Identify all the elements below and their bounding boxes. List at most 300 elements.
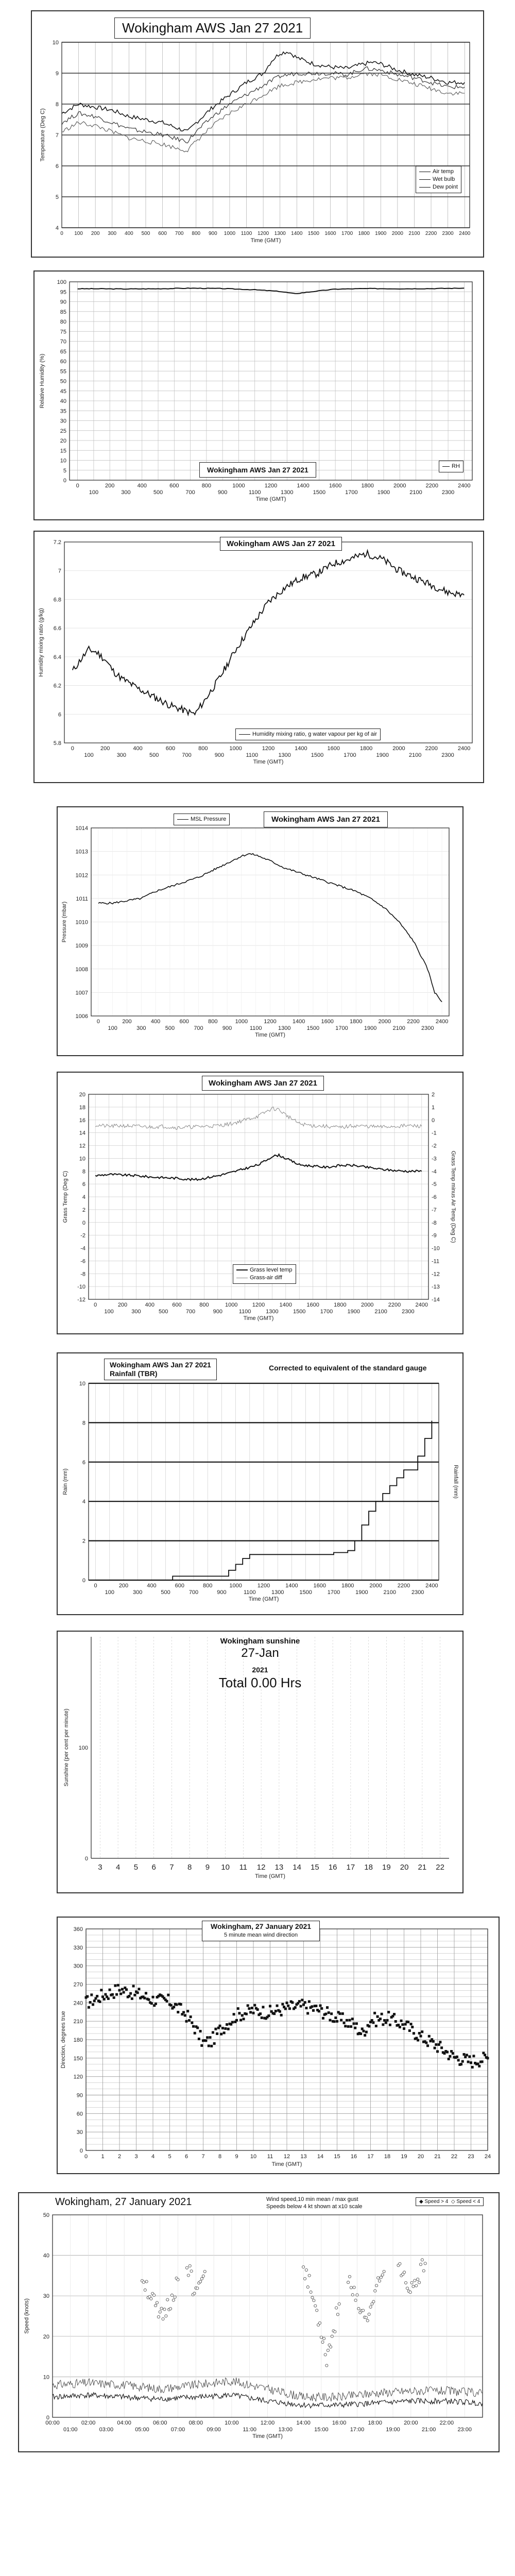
- sunshine-date: 27-Jan: [241, 1646, 279, 1660]
- temp-xtick-label: 600: [158, 231, 167, 236]
- rain-xtick-label: 800: [203, 1583, 213, 1589]
- rh-xtick-label: 2100: [409, 489, 422, 496]
- windspeed-xtick-label: 19:00: [386, 2427, 400, 2433]
- rh-ytick-label: 75: [60, 329, 66, 335]
- winddir-point: [471, 2066, 474, 2069]
- rh-ytick-label: 100: [57, 279, 66, 285]
- winddir-point: [200, 2044, 203, 2047]
- rh-ytick-label: 25: [60, 428, 66, 434]
- rh-xtick-label: 2000: [393, 483, 406, 489]
- sun-y-axis-title: Sunshine (per cent per minute): [63, 1708, 70, 1787]
- windspeed-xtick-label: 22:00: [439, 2420, 454, 2426]
- grass-xtick-label: 400: [145, 1302, 154, 1308]
- rainfall-chart: [58, 1353, 462, 1614]
- winddir-point: [88, 2006, 90, 2009]
- windspeed-x10-point: [330, 2346, 332, 2348]
- temp-xtick-label: 500: [141, 231, 150, 236]
- rain-xtick-label: 2400: [425, 1583, 438, 1589]
- rh-xtick-label: 700: [185, 489, 195, 496]
- temp-xtick-label: 1400: [291, 231, 303, 236]
- winddir-point: [436, 2050, 439, 2053]
- hmr-xtick-label: 700: [182, 752, 192, 758]
- grass-y2tick-label: -9: [432, 1232, 437, 1239]
- windspeed-xtick-label: 13:00: [278, 2427, 293, 2433]
- winddir-point: [373, 2012, 376, 2014]
- rh-ytick-label: 30: [60, 418, 66, 425]
- winddir-point: [113, 1996, 115, 1999]
- hmr-xtick-label: 400: [133, 745, 143, 752]
- hmr-y-axis-title: Humidity mixing ratio (g/kg): [38, 608, 44, 677]
- rh-ytick-label: 15: [60, 448, 66, 454]
- winddir-point: [107, 1997, 110, 2000]
- temp-x-axis-title: Time (GMT): [250, 238, 281, 244]
- winddir-point: [452, 2052, 454, 2055]
- windspeed-x10-point: [336, 2313, 339, 2316]
- windspeed-x10-point: [422, 2269, 425, 2272]
- pressure-xtick-label: 700: [194, 1025, 203, 1031]
- wind-direction-chart-panel: [57, 1917, 500, 2174]
- grass-xtick-label: 500: [159, 1309, 168, 1315]
- winddir-point: [319, 2004, 322, 2007]
- rh-ytick-label: 50: [60, 378, 66, 385]
- legend-msl-pressure: MSL Pressure: [177, 816, 226, 823]
- winddir-point: [185, 2020, 188, 2023]
- hmr-xtick-label: 1200: [262, 745, 275, 752]
- windspeed-x10-point: [325, 2364, 328, 2367]
- legend-speed-above-4: ◆ Speed > 4: [419, 2199, 449, 2205]
- grass-y2tick-label: -1: [432, 1130, 437, 1137]
- winddir-point: [426, 2044, 429, 2047]
- legend-dew-point: Dew point: [419, 183, 458, 191]
- grass-ytick-label: 0: [82, 1219, 85, 1226]
- grass-chart-title: Wokingham AWS Jan 27 2021: [202, 1076, 324, 1091]
- windspeed-ytick-label: 30: [43, 2293, 49, 2300]
- temp-ytick-label: 8: [55, 101, 59, 108]
- hmr-ytick-label: 6.4: [53, 654, 61, 660]
- winddir-y-axis-title: Direction, degrees true: [60, 2011, 66, 2069]
- winddir-point: [233, 2013, 235, 2015]
- windspeed-x10-point: [374, 2290, 376, 2292]
- winddir-point: [404, 2023, 407, 2026]
- winddir-point: [276, 2005, 279, 2007]
- winddir-xtick-label: 24: [484, 2154, 491, 2160]
- windspeed-x10-point: [378, 2280, 381, 2282]
- winddir-point: [198, 2038, 200, 2040]
- windspeed-x10-point: [318, 2321, 321, 2324]
- winddir-point: [286, 2002, 288, 2004]
- rh-xtick-label: 1800: [361, 483, 374, 489]
- mixing-ratio-legend: [235, 728, 381, 740]
- windspeed-xtick-label: 02:00: [81, 2420, 96, 2426]
- temp-xtick-label: 800: [192, 231, 201, 236]
- grass-y2tick-label: -7: [432, 1207, 437, 1213]
- winddir-point: [186, 2010, 189, 2012]
- windspeed-x10-point: [410, 2281, 413, 2284]
- windspeed-x10-point: [305, 2268, 307, 2271]
- windspeed-x10-point: [311, 2296, 314, 2299]
- winddir-point: [208, 2044, 210, 2047]
- winddir-ytick-label: 300: [73, 1963, 83, 1970]
- winddir-point: [432, 2040, 435, 2043]
- pressure-ytick-label: 1009: [75, 943, 88, 950]
- winddir-point: [119, 1993, 122, 1995]
- grass-xtick-label: 2000: [360, 1302, 374, 1308]
- grass-ytick-label: -4: [80, 1245, 85, 1252]
- sun-x-axis-title: Time (GMT): [255, 1873, 285, 1879]
- winddir-point: [177, 2011, 179, 2013]
- grass-y2tick-label: -4: [432, 1168, 437, 1175]
- pressure-xtick-label: 1300: [278, 1025, 291, 1031]
- pressure-ytick-label: 1006: [75, 1013, 88, 1020]
- rainfall-chart-title: [104, 1359, 217, 1380]
- winddir-point: [220, 2033, 222, 2036]
- temp-xtick-label: 1000: [224, 231, 236, 236]
- winddir-point: [176, 2003, 178, 2006]
- pressure-xtick-label: 2100: [392, 1025, 405, 1031]
- sunshine-chart-panel: [57, 1631, 464, 1893]
- grass-y2tick-label: -10: [432, 1245, 440, 1252]
- grass-xtick-label: 0: [94, 1302, 97, 1308]
- rh-xtick-label: 2200: [425, 483, 439, 489]
- winddir-point: [194, 2032, 196, 2035]
- winddir-point: [94, 1997, 97, 1999]
- windspeed-x10-point: [188, 2264, 191, 2267]
- windspeed-y-axis-title: Speed (knots): [24, 2298, 30, 2334]
- winddir-point: [315, 2005, 317, 2007]
- grass-y2tick-label: -6: [432, 1194, 437, 1200]
- wind-direction-title: [202, 1921, 320, 1941]
- rain-xtick-label: 0: [94, 1583, 97, 1589]
- windspeed-x-axis-title: Time (GMT): [252, 2433, 283, 2439]
- winddir-point: [101, 1995, 104, 1998]
- winddir-point: [365, 2031, 368, 2033]
- hmr-series: [73, 551, 464, 715]
- winddir-point: [428, 2035, 431, 2038]
- rh-xtick-label: 200: [105, 483, 115, 489]
- rain-xtick-label: 1400: [285, 1583, 298, 1589]
- hmr-xtick-label: 1500: [311, 752, 324, 758]
- grass-y2tick-label: 1: [432, 1104, 435, 1111]
- windspeed-x10-point: [404, 2281, 407, 2284]
- grass-xtick-label: 900: [213, 1309, 222, 1315]
- winddir-point: [100, 1989, 102, 1991]
- windspeed-x10-point: [174, 2296, 176, 2298]
- windspeed-x10-point: [172, 2299, 175, 2301]
- winddir-point: [89, 2001, 92, 2004]
- windspeed-x10-point: [366, 2319, 369, 2322]
- winddir-point: [251, 2007, 253, 2009]
- sun-ytick-label: 100: [78, 1745, 88, 1751]
- grass-ytick-label: -6: [80, 1258, 85, 1265]
- windspeed-x10-point: [160, 2307, 163, 2310]
- winddir-point: [103, 1998, 106, 2001]
- sun-xtick-label: 4: [115, 1863, 121, 1872]
- windspeed-x10-point: [196, 2287, 199, 2290]
- rh-xtick-label: 2300: [441, 489, 455, 496]
- rh-xtick-label: 600: [169, 483, 179, 489]
- hmr-xtick-label: 1400: [295, 745, 307, 752]
- windspeed-x10-point: [169, 2308, 171, 2310]
- sun-xtick-label: 6: [151, 1863, 156, 1872]
- rain-xtick-label: 1700: [327, 1589, 340, 1596]
- legend-wet-bulb: Wet bulb: [419, 176, 458, 183]
- winddir-point: [145, 1992, 147, 1994]
- temperature-chart-panel: [31, 10, 484, 258]
- rh-xtick-label: 400: [137, 483, 147, 489]
- winddir-point: [460, 2063, 462, 2065]
- winddir-ytick-label: 90: [76, 2092, 83, 2099]
- windspeed-x10-point: [354, 2299, 357, 2301]
- winddir-point: [341, 2012, 344, 2015]
- sun-xtick-label: 20: [400, 1863, 409, 1872]
- winddir-point: [408, 2029, 411, 2032]
- winddir-point: [440, 2046, 443, 2049]
- sunshine-total: Total 0.00 Hrs: [218, 1675, 302, 1690]
- winddir-point: [446, 2051, 449, 2054]
- windspeed-x10-point: [199, 2280, 201, 2283]
- winddir-point: [269, 2005, 271, 2007]
- grass-chart-panel: [57, 1072, 464, 1334]
- winddir-point: [221, 2027, 224, 2029]
- winddir-point: [243, 2018, 245, 2020]
- wind-speed-subtitle2: Speeds below 4 kt shown at x10 scale: [266, 2204, 363, 2210]
- winddir-point: [259, 2012, 262, 2015]
- hmr-xtick-label: 2100: [408, 752, 422, 758]
- rh-ytick-label: 65: [60, 348, 66, 355]
- rh-xtick-label: 1900: [377, 489, 390, 496]
- windspeed-x10-point: [163, 2308, 166, 2311]
- rainfall-annotation: Corrected to equivalent of the standard gauge: [269, 1364, 427, 1372]
- windspeed-x10-point: [424, 2262, 426, 2265]
- winddir-point: [410, 2023, 413, 2025]
- rh-ytick-label: 0: [63, 478, 66, 484]
- windspeed-xtick-label: 01:00: [63, 2427, 78, 2433]
- pressure-xtick-label: 1600: [321, 1019, 334, 1025]
- winddir-point: [273, 2012, 276, 2015]
- temp-xtick-label: 700: [175, 231, 184, 236]
- grass-chart: [58, 1073, 462, 1333]
- sun-xtick-label: 19: [382, 1863, 391, 1872]
- rh-ytick-label: 45: [60, 388, 66, 395]
- winddir-point: [173, 2006, 175, 2008]
- winddir-xtick-label: 10: [250, 2154, 257, 2160]
- winddir-point: [104, 1993, 107, 1996]
- windspeed-x10-point: [157, 2315, 160, 2318]
- hmr-xtick-label: 2200: [425, 745, 438, 752]
- winddir-point: [96, 1995, 98, 1997]
- rh-xtick-label: 1600: [329, 483, 342, 489]
- winddir-point: [385, 2022, 387, 2024]
- winddir-point: [210, 2045, 213, 2047]
- winddir-point: [111, 1993, 114, 1996]
- winddir-point: [318, 2010, 320, 2012]
- grass-y2tick-label: -2: [432, 1143, 437, 1149]
- winddir-point: [468, 2055, 471, 2058]
- temp-ytick-label: 7: [55, 132, 59, 139]
- winddir-point: [481, 2060, 484, 2063]
- windspeed-x10-point: [145, 2280, 148, 2283]
- winddir-point: [147, 1998, 150, 2001]
- grass-y2tick-label: -14: [432, 1297, 440, 1303]
- rh-ytick-label: 70: [60, 338, 66, 345]
- rain-ytick-label: 8: [82, 1420, 85, 1427]
- rain-xtick-label: 200: [118, 1583, 129, 1589]
- sun-ytick-label: 0: [84, 1856, 88, 1862]
- winddir-point: [340, 2019, 342, 2022]
- winddir-point: [425, 2042, 427, 2044]
- rain-ytick-label: 10: [79, 1381, 85, 1387]
- grass-xtick-label: 1200: [252, 1302, 265, 1308]
- winddir-point: [235, 2019, 238, 2022]
- windspeed-x10-point: [334, 2330, 336, 2333]
- winddir-point: [329, 2019, 331, 2022]
- rh-chart: [35, 272, 483, 519]
- winddir-xtick-label: 20: [417, 2154, 424, 2160]
- pressure-ytick-label: 1012: [75, 872, 88, 879]
- winddir-point: [435, 2043, 437, 2046]
- pressure-ytick-label: 1014: [75, 825, 88, 832]
- windspeed-xtick-label: 04:00: [117, 2420, 131, 2426]
- pressure-xtick-label: 100: [108, 1025, 117, 1031]
- grass-xtick-label: 1300: [266, 1309, 279, 1315]
- pressure-xtick-label: 500: [165, 1025, 175, 1031]
- sun-xtick-label: 5: [133, 1863, 139, 1872]
- rain-xtick-label: 2300: [411, 1589, 424, 1596]
- windspeed-x10-point: [372, 2300, 375, 2303]
- temp-xtick-label: 1800: [358, 231, 370, 236]
- winddir-point: [421, 2030, 423, 2033]
- grass-xtick-label: 1400: [279, 1302, 293, 1308]
- rh-xtick-label: 500: [153, 489, 163, 496]
- windspeed-xtick-label: 00:00: [45, 2420, 60, 2426]
- rh-ytick-label: 5: [63, 467, 66, 474]
- temp-xtick-label: 1700: [341, 231, 353, 236]
- winddir-point: [219, 2025, 221, 2027]
- windspeed-xtick-label: 08:00: [188, 2420, 203, 2426]
- temp-xtick-label: 1500: [307, 231, 320, 236]
- rh-ytick-label: 40: [60, 398, 66, 404]
- windspeed-x10-point: [314, 2304, 317, 2307]
- pressure-xtick-label: 0: [96, 1019, 100, 1025]
- winddir-point: [109, 1989, 111, 1991]
- windspeed-x10-point: [380, 2276, 382, 2279]
- windspeed-x10-point: [369, 2306, 372, 2308]
- rainfall-title-line: Wokingham AWS Jan 27 2021: [110, 1361, 211, 1369]
- winddir-point: [362, 2030, 365, 2032]
- pressure-ytick-label: 1013: [75, 849, 88, 855]
- rh-chart-panel: [33, 270, 484, 520]
- winddir-point: [434, 2047, 436, 2049]
- winddir-x-axis-title: Time (GMT): [271, 2161, 302, 2167]
- hmr-xtick-label: 300: [116, 752, 127, 758]
- winddir-point: [379, 2018, 382, 2020]
- pressure-y-axis-title: Pressure (mbar): [61, 901, 67, 943]
- grass-xtick-label: 2300: [402, 1309, 415, 1315]
- winddir-point: [381, 2013, 383, 2015]
- windspeed-x10-point: [419, 2263, 422, 2266]
- winddir-point: [351, 2018, 354, 2020]
- pressure-ytick-label: 1008: [75, 966, 88, 973]
- windspeed-x10-point: [310, 2291, 312, 2293]
- sun-xtick-label: 15: [311, 1863, 319, 1872]
- pressure-xtick-label: 2200: [407, 1019, 420, 1025]
- rain-xtick-label: 1600: [313, 1583, 327, 1589]
- winddir-point: [152, 1996, 154, 1998]
- windspeed-x10-point: [399, 2262, 401, 2265]
- winddir-point: [375, 2025, 377, 2027]
- winddir-point: [170, 2004, 173, 2007]
- windspeed-x10-point: [351, 2294, 354, 2296]
- sun-xtick-label: 16: [328, 1863, 337, 1872]
- rh-xtick-label: 1000: [232, 483, 245, 489]
- windspeed-xtick-label: 14:00: [296, 2420, 311, 2426]
- rh-ytick-label: 20: [60, 438, 66, 444]
- temp-xtick-label: 300: [108, 231, 117, 236]
- hmr-xtick-label: 0: [71, 745, 74, 752]
- legend-rh: RH: [442, 463, 460, 470]
- pressure-xtick-label: 1000: [235, 1019, 248, 1025]
- temp-xtick-label: 2400: [459, 231, 471, 236]
- winddir-point: [347, 2025, 350, 2028]
- rain-xtick-label: 2100: [383, 1589, 397, 1596]
- winddir-point: [125, 1988, 128, 1991]
- winddir-point: [304, 2001, 306, 2004]
- pressure-ytick-label: 1007: [75, 990, 88, 996]
- temp-xtick-label: 1300: [274, 231, 286, 236]
- rh-x-axis-title: Time (GMT): [255, 496, 286, 502]
- grass-legend: [233, 1264, 296, 1284]
- rainfall-chart-panel: [57, 1352, 464, 1615]
- windspeed-x10-point: [417, 2278, 419, 2280]
- sun-xtick-label: 18: [364, 1863, 373, 1872]
- grass-xtick-label: 1800: [334, 1302, 347, 1308]
- rh-xtick-label: 800: [201, 483, 212, 489]
- windspeed-x10-point: [412, 2285, 415, 2287]
- windspeed-x10-point: [365, 2316, 367, 2319]
- winddir-xtick-label: 7: [201, 2154, 205, 2160]
- pressure-legend: [174, 814, 230, 825]
- winddir-point: [393, 2013, 396, 2015]
- windspeed-x10-point: [303, 2277, 306, 2280]
- winddir-point: [190, 2015, 192, 2018]
- winddir-point: [132, 1985, 135, 1987]
- grass-y2tick-label: 2: [432, 1092, 435, 1098]
- hmr-xtick-label: 2300: [441, 752, 454, 758]
- wind-direction-subtitle: 5 minute mean wind direction: [224, 1932, 298, 1938]
- windspeed-x10-point: [200, 2277, 203, 2280]
- winddir-point: [364, 2034, 366, 2037]
- winddir-point: [128, 1995, 130, 1997]
- rain-xtick-label: 1800: [341, 1583, 354, 1589]
- winddir-point: [241, 2014, 244, 2016]
- temp-ytick-label: 6: [55, 163, 59, 170]
- winddir-point: [418, 2032, 421, 2035]
- winddir-point: [256, 2008, 259, 2011]
- rh-xtick-label: 1400: [297, 483, 310, 489]
- winddir-point: [298, 2000, 301, 2003]
- hmr-x-axis-title: Time (GMT): [253, 759, 284, 765]
- rh-ytick-label: 55: [60, 368, 66, 375]
- winddir-xtick-label: 3: [134, 2154, 138, 2160]
- windspeed-x10-point: [331, 2335, 333, 2337]
- windspeed-x10-point: [150, 2297, 152, 2300]
- windspeed-x10-point: [406, 2287, 408, 2290]
- winddir-point: [389, 2024, 391, 2026]
- grass-ytick-label: 6: [82, 1181, 85, 1188]
- windspeed-x10-point: [347, 2281, 349, 2283]
- winddir-point: [376, 2015, 379, 2018]
- legend-speed-below-4: ◇ Speed < 4: [451, 2199, 480, 2205]
